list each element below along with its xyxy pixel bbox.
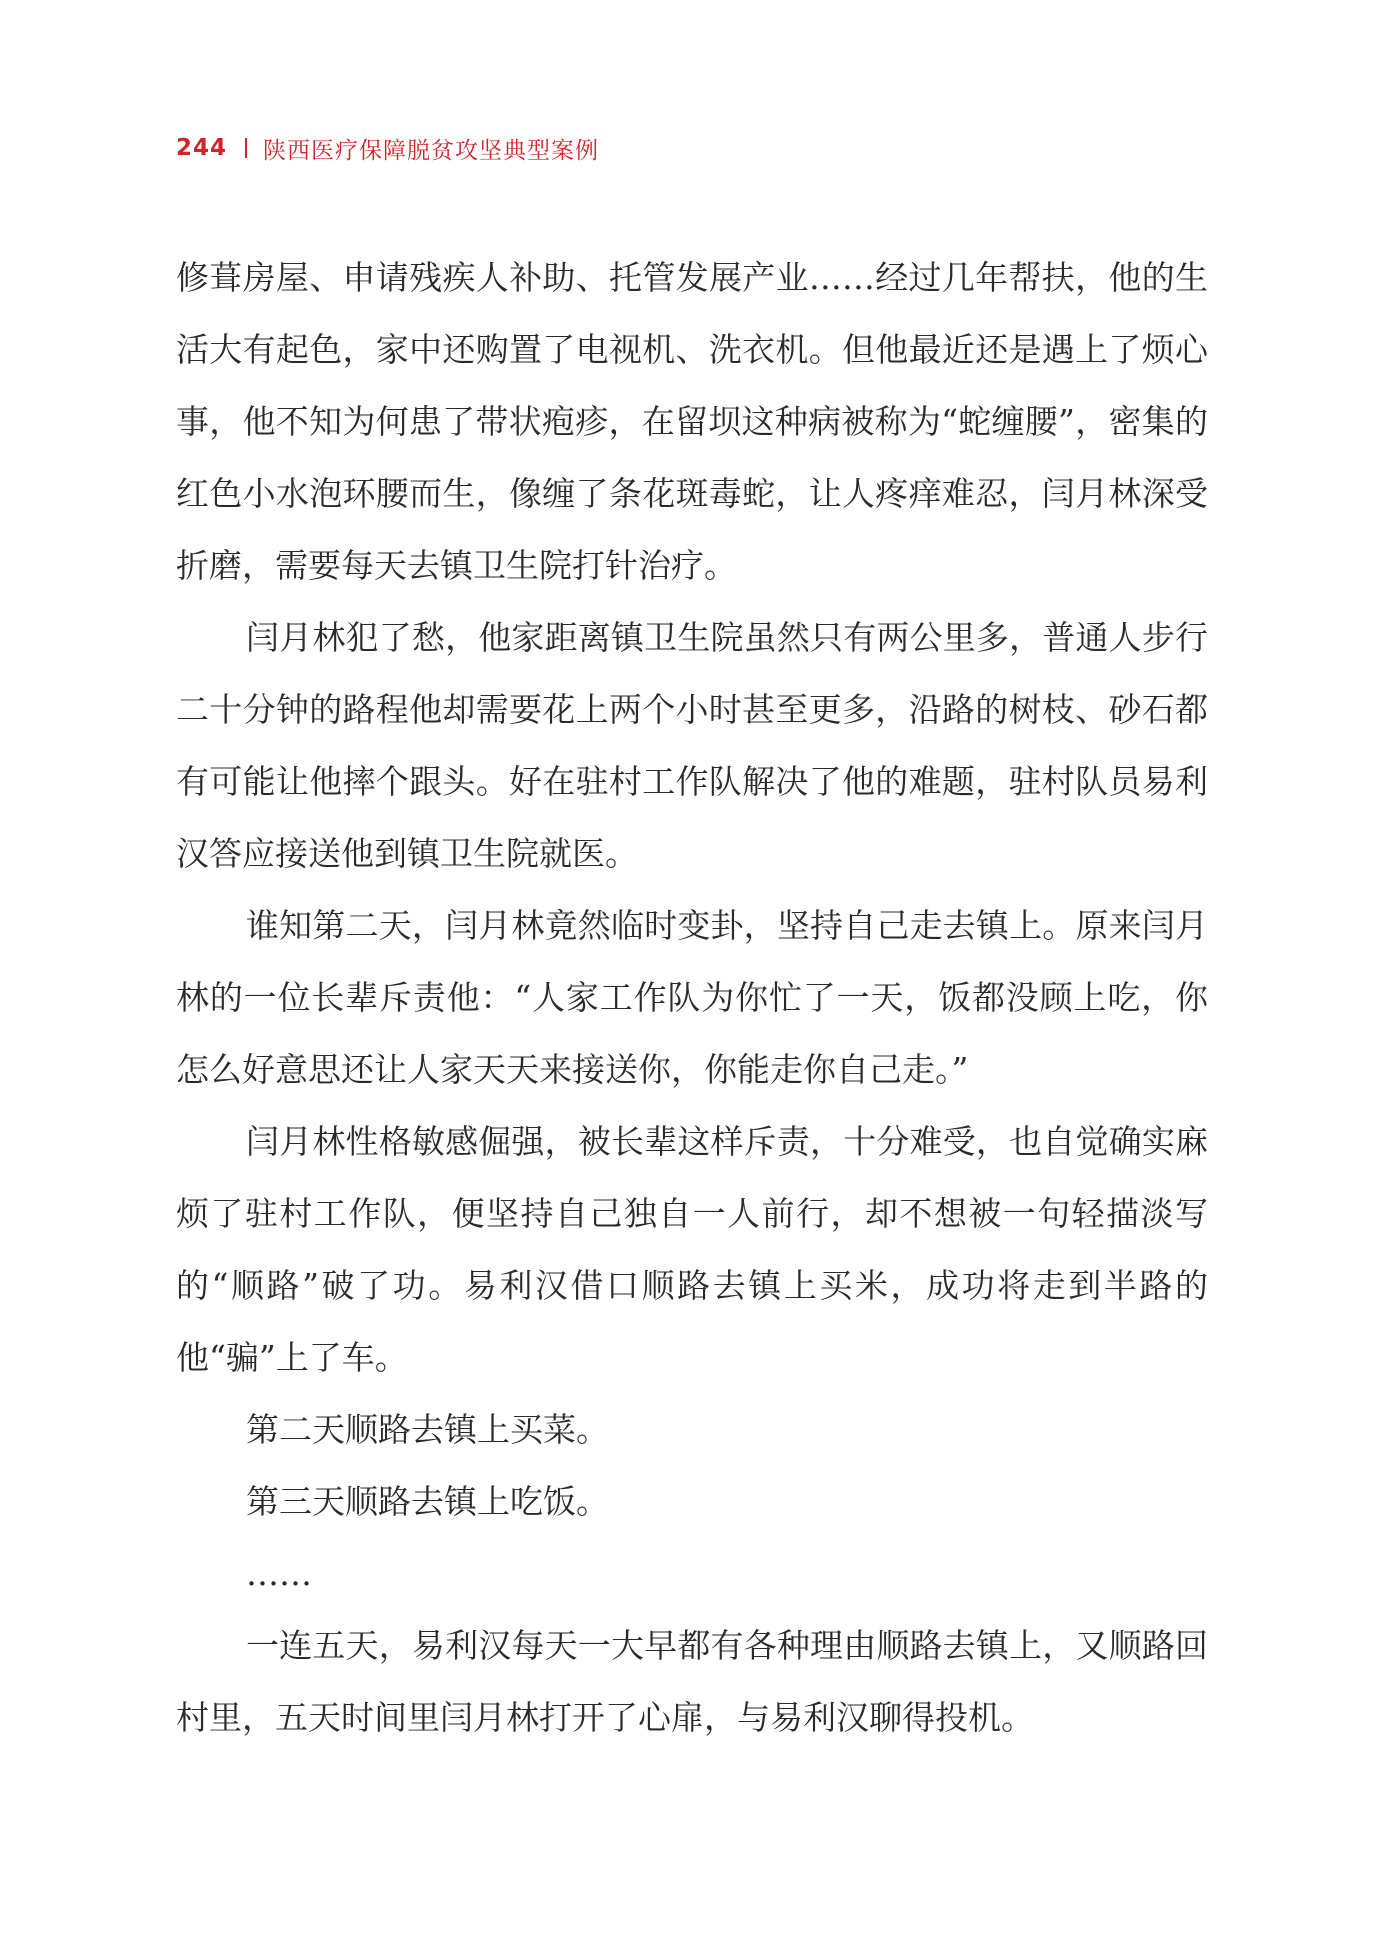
running-header: [176, 132, 599, 164]
body-text: [176, 242, 1208, 1754]
paragraph: 第三天顺路去镇上吃饭。: [246, 1482, 609, 1521]
paragraph: 谁知第二天，闫月林竟然临时变卦，坚持自己走去镇上。原来闫月林的一位长辈斥责他：“人家工作队为你忙了一天，饭都没顾上吃，你怎么好意思还让人家天天来接送你，你能走你自己走。”: [176, 906, 1208, 1089]
page-number: 244: [176, 135, 228, 161]
paragraph: 闫月林犯了愁，他家距离镇卫生院虽然只有两公里多，普通人步行二十分钟的路程他却需要花上两个小时甚至更多，沿路的树枝、砂石都有可能让他摔个跟头。好在驻村工作队解决了他的难题，驻村队员易利汉答应接送他到镇卫生院就医。: [176, 618, 1208, 873]
paragraph-continuation: 修葺房屋、申请残疾人补助、托管发展产业……经过几年帮扶，他的生活大有起色，家中还购置了电视机、洗衣机。但他最近还是遇上了烦心事，他不知为何患了带状疱疹，在留坝这种病被称为“蛇缠腰”，密集的红色小水泡环腰而生，像缠了条花斑毒蛇，让人疼痒难忍，闫月林深受折磨，需要每天去镇卫生院打针治疗。: [176, 258, 1208, 585]
book-title: 陕西医疗保障脱贫攻坚典型案例: [263, 137, 600, 164]
paragraph: 第二天顺路去镇上买菜。: [246, 1410, 609, 1449]
paragraph: 闫月林性格敏感倔强，被长辈这样斥责，十分难受，也自觉确实麻烦了驻村工作队，便坚持自己独自一人前行，却不想被一句轻描淡写的“顺路”破了功。易利汉借口顺路去镇上买米，成功将走到半路的他“骗”上了车。: [176, 1122, 1208, 1377]
ellipsis-line: ……: [246, 1554, 312, 1593]
paragraph: 一连五天，易利汉每天一大早都有各种理由顺路去镇上，又顺路回村里，五天时间里闫月林打开了心扉，与易利汉聊得投机。: [176, 1626, 1208, 1737]
header-divider: [245, 138, 247, 158]
